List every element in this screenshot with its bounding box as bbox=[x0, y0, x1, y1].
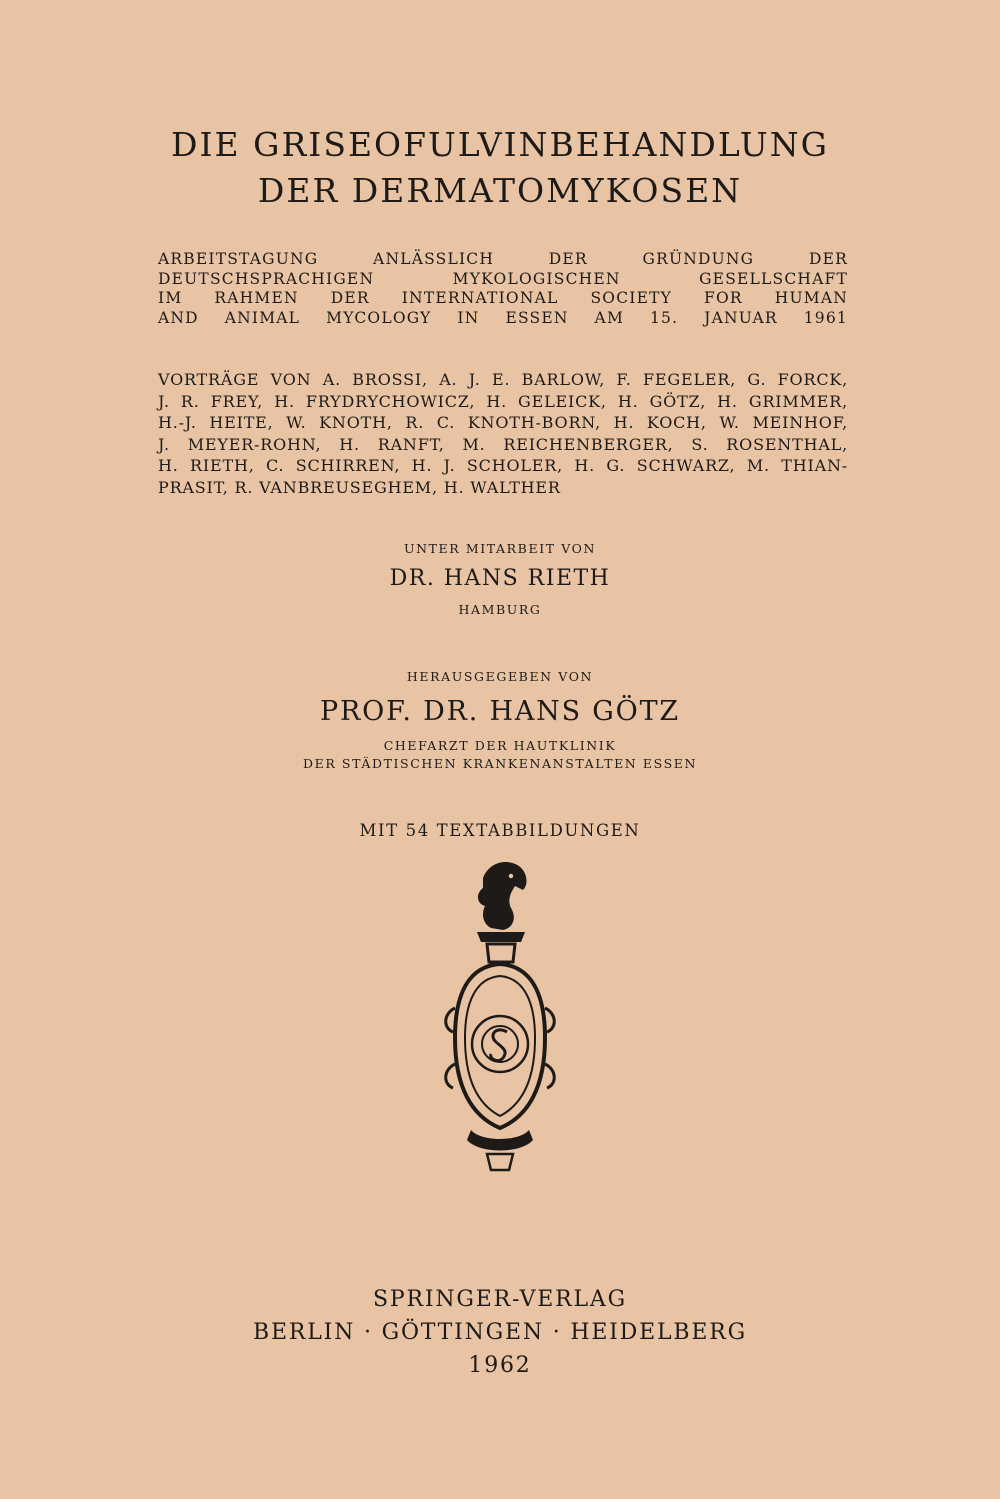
subtitle-line: AND ANIMAL MYCOLOGY IN ESSEN AM 15. JANUAR 1961 bbox=[158, 308, 848, 327]
cooperation-city: HAMBURG bbox=[458, 602, 542, 617]
conference-subtitle bbox=[158, 250, 848, 328]
lecturers-line: VORTRÄGE VON A. BROSSI, A. J. E. BARLOW, F. FEGELER, G. FORCK, bbox=[158, 370, 848, 389]
subtitle-line: ARBEITSTAGUNG ANLÄSSLICH DER GRÜNDUNG DER bbox=[158, 250, 848, 268]
editor-role bbox=[0, 737, 1000, 773]
book-title-line-1: DIE GRISEOFULVINBEHANDLUNG bbox=[171, 125, 829, 164]
editor-name: PROF. DR. HANS GÖTZ bbox=[320, 696, 680, 727]
publisher-name: SPRINGER-VERLAG bbox=[373, 1287, 627, 1312]
lecturers-line: H.-J. HEITE, W. KNOTH, R. C. KNOTH-BORN, H. KOCH, W. MEINHOF, bbox=[158, 413, 848, 432]
subtitle-line: IM RAHMEN DER INTERNATIONAL SOCIETY FOR HUMAN bbox=[158, 289, 848, 307]
lecturers-line: PRASIT, R. VANBREUSEGHEM, H. WALTHER bbox=[158, 477, 561, 497]
book-title-line-2: DER DERMATOMYKOSEN bbox=[257, 171, 743, 210]
springer-horse-emblem-icon bbox=[441, 858, 559, 1248]
editor-role-line-2: DER STÄDTISCHEN KRANKENANSTALTEN ESSEN bbox=[302, 756, 697, 771]
book-title bbox=[0, 122, 1000, 214]
editor-label: HERAUSGEGEBEN VON bbox=[406, 669, 594, 684]
lecturers-line: H. RIETH, C. SCHIRREN, H. J. SCHOLER, H. G. SCHWARZ, M. THIAN- bbox=[158, 456, 848, 475]
subtitle-line: DEUTSCHSPRACHIGEN MYKOLOGISCHEN GESELLSCHAFT bbox=[158, 269, 848, 288]
lecturers-line: J. MEYER-ROHN, H. RANFT, M. REICHENBERGER, S. ROSENTHAL, bbox=[158, 434, 848, 454]
lecturers-list bbox=[158, 369, 848, 498]
publisher-block bbox=[0, 1283, 1000, 1382]
cooperation-label: UNTER MITARBEIT VON bbox=[403, 541, 597, 556]
cooperation-name: DR. HANS RIETH bbox=[389, 566, 611, 591]
editor-role-line-1: CHEFARZT DER HAUTKLINIK bbox=[383, 738, 617, 753]
publication-year: 1962 bbox=[468, 1353, 532, 1378]
publisher-cities: BERLIN · GÖTTINGEN · HEIDELBERG bbox=[253, 1320, 747, 1345]
figures-count: MIT 54 TEXTABBILDUNGEN bbox=[359, 821, 641, 840]
lecturers-line: J. R. FREY, H. FRYDRYCHOWICZ, H. GELEICK, H. GÖTZ, H. GRIMMER, bbox=[158, 391, 848, 411]
